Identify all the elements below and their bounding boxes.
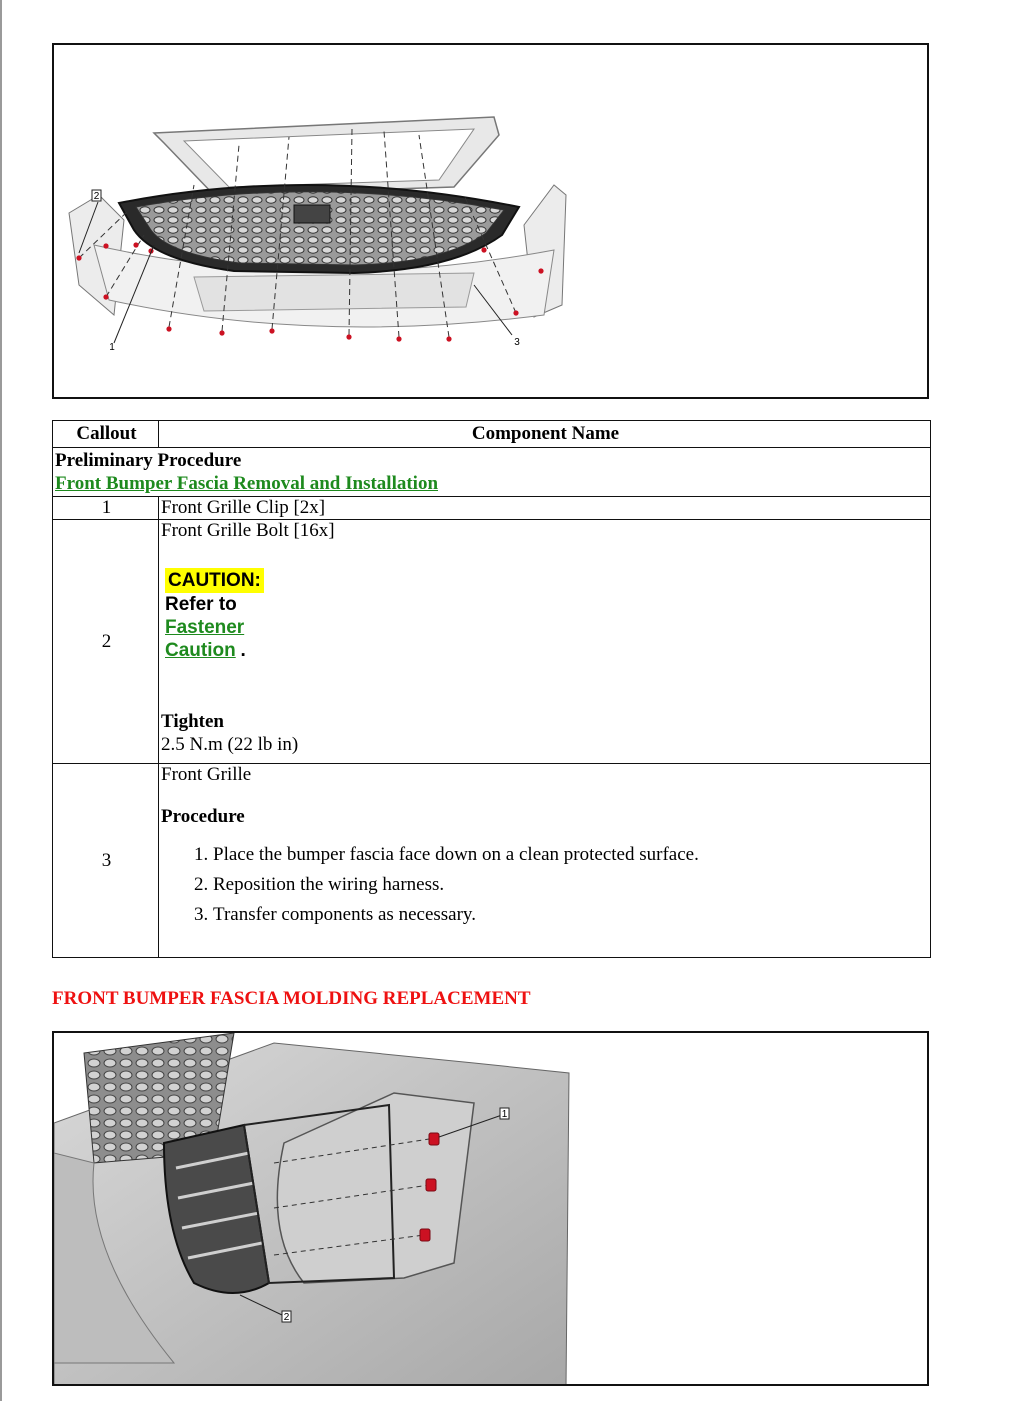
row-component: Front Grille Bolt [16x] [161,520,335,541]
component-name-header: Component Name [159,421,931,448]
row-callout: 3 [53,764,159,958]
component-table [52,420,931,958]
fastener-caution-link-line1[interactable]: Fastener [165,617,245,638]
fascia-molding-figure [52,1031,929,1386]
section-title: FRONT BUMPER FASCIA MOLDING REPLACEMENT [52,988,531,1009]
page-edge [0,0,2,1401]
refer-to-text: Refer to [165,594,237,615]
procedure-label: Procedure [161,806,245,827]
preliminary-procedure-label: Preliminary Procedure [55,450,242,471]
fastener-caution-link-line2[interactable]: Caution [165,640,236,661]
procedure-steps [161,840,930,930]
callout-1-label: 1 [109,342,115,353]
callout-2-label: 2 [283,1312,290,1323]
caution-block [165,568,930,662]
callout-2-label: 2 [93,191,100,202]
table-row [53,497,931,520]
tighten-label: Tighten [161,711,225,732]
caution-period: . [240,640,246,661]
row-component: Front Grille [161,764,252,785]
grille-exploded-figure [52,43,929,399]
callout-1-label: 1 [501,1109,508,1120]
molding-illustration [54,1033,929,1386]
caution-label: CAUTION: [165,568,264,593]
list-item: 2. Reposition the wiring harness. [213,870,930,900]
list-item: 1. Place the bumper fascia face down on a clean protected surface. [213,840,930,870]
table-row [53,520,931,764]
callout-3-label: 3 [514,337,520,348]
table-row [53,764,931,958]
row-callout: 1 [53,497,159,520]
row-callout: 2 [53,520,159,764]
grille-illustration [54,45,929,399]
front-bumper-fascia-link[interactable]: Front Bumper Fascia Removal and Installation [55,473,439,494]
list-item: 3. Transfer components as necessary. [213,900,930,930]
callout-header: Callout [53,421,159,448]
row-component: Front Grille Clip [2x] [159,497,931,520]
torque-value: 2.5 N.m (22 lb in) [161,734,299,755]
